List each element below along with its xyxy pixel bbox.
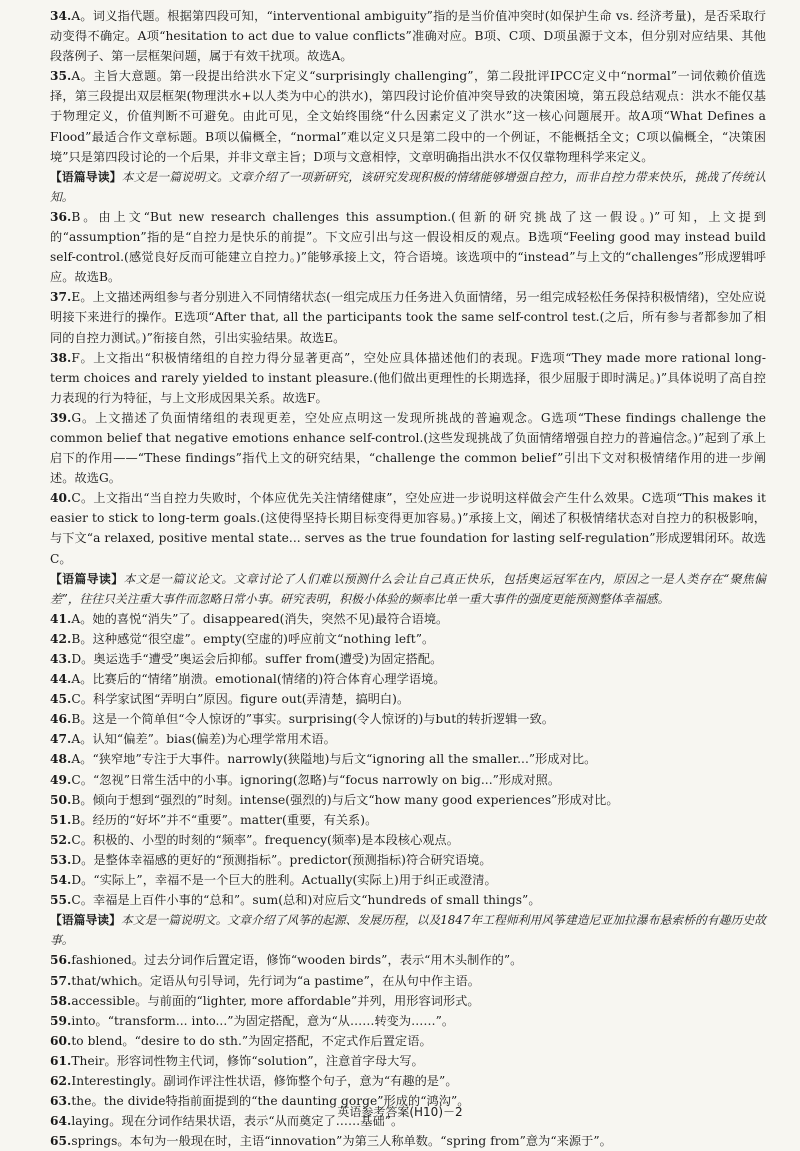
answer-number: 59. <box>50 1013 72 1028</box>
answer-explanation: A。词义指代题。根据第四段可知，“interventional ambiguity”指的是当价值冲突时(如保护生命 vs. 经济考量)，是否采取行动变得不确定。A项“hesitation to act due to value conflicts”准确对应。B项、C项、D项虽源于文本，但分别对应结果、其他段落例子、第一层框架问题，属于有效干扰项。故选A。 <box>50 9 766 64</box>
answer-number: 65. <box>50 1134 72 1149</box>
answer-explanation: B。这种感觉“很空虚”。empty(空虚的)呼应前文“nothing left”。 <box>71 631 435 646</box>
answer-item <box>50 66 766 166</box>
answer-explanation: that/which。定语从句引导词，先行词为“a pastime”，在从句中作主语。 <box>71 973 480 988</box>
answer-item <box>50 6 766 66</box>
answer-number: 50. <box>50 792 72 807</box>
answer-item <box>50 1031 766 1051</box>
answer-item <box>50 689 766 709</box>
answer-number: 51. <box>50 812 72 827</box>
answer-explanation: laying。现在分词作结果状语，表示“从而奠定了……基础”。 <box>71 1114 404 1129</box>
answer-explanation: C。上文指出“当自控力失败时，个体应优先关注情绪健康”，空处应进一步说明这样做会产生什么效果。C选项“This makes it easier to stick to long-term goals.(这使得坚持长期目标变得更加容易。)”承接上文，阐述了积极情绪状态对自控力的积极影响，与下文“a relaxed, positive mental state... serves as the true foundation for lasting self-regulation”形成逻辑闭环。故选C。 <box>50 491 766 566</box>
answer-item <box>50 408 766 488</box>
guide-text: 本文是一篇说明文。文章介绍了一项新研究，该研究发现积极的情绪能够增强自控力，而非自控力带来快乐，挑战了传统认知。 <box>50 169 766 204</box>
section-seven-choose-five <box>50 207 766 569</box>
answer-number: 62. <box>50 1073 72 1088</box>
answer-number: 47. <box>50 732 72 747</box>
answer-explanation: Interestingly。副词作评注性状语，修饰整个句子，意为“有趣的是”。 <box>71 1073 458 1088</box>
answer-item <box>50 488 766 568</box>
answer-number: 40. <box>50 491 72 506</box>
answer-explanation: to blend。“desire to do sth.”为固定搭配，不定式作后置定语。 <box>71 1033 432 1048</box>
guide-text: 本文是一篇说明文。文章介绍了风筝的起源、发展历程，以及1847年工程师利用风筝建造尼亚加拉瀑布悬索桥的有趣历史故事。 <box>50 913 766 948</box>
answer-item <box>50 991 766 1011</box>
answer-explanation: B。倾向于想到“强烈的”时刻。intense(强烈的)与后文“how many good experiences”形成对比。 <box>71 792 619 807</box>
answer-explanation: A。比赛后的“情绪”崩溃。emotional(情绪的)符合体育心理学语境。 <box>71 672 446 687</box>
answer-item <box>50 810 766 830</box>
answer-number: 56. <box>50 953 72 968</box>
answer-number: 37. <box>50 290 72 305</box>
answer-explanation: B。这是一个简单但“令人惊讶的”事实。surprising(令人惊讶的)与but的转折逻辑一致。 <box>71 712 555 727</box>
answer-explanation: D。是整体幸福感的更好的“预测指标”。predictor(预测指标)符合研究语境。 <box>71 852 492 867</box>
answer-item <box>50 709 766 729</box>
answer-number: 38. <box>50 350 72 365</box>
answer-explanation: C。科学家试图“弄明白”原因。figure out(弄清楚，搞明白)。 <box>71 692 410 707</box>
answer-number: 54. <box>50 873 72 888</box>
answer-number: 45. <box>50 692 72 707</box>
answer-number: 34. <box>50 9 72 23</box>
answer-number: 43. <box>50 652 72 666</box>
answer-number: 44. <box>50 672 72 687</box>
answer-number: 36. <box>50 209 72 224</box>
answer-explanation: G。上文描述了负面情绪组的表现更差，空处应点明这一发现所挑战的普遍观念。G选项“These findings challenge the common belief that negative emotions enhance self-control.(这些发现挑战了负面情绪增强自控力的普遍信念。)”起到了承上启下的作用——“These findings”指代上文的研究结果，“challenge the common belief”引出下文对积极情绪作用的进一步阐述。故选G。 <box>50 410 766 486</box>
answer-number: 42. <box>50 631 72 646</box>
passage-guide-1 <box>50 167 766 207</box>
answer-item <box>50 890 766 910</box>
answer-number: 61. <box>50 1053 72 1068</box>
answer-item <box>50 830 766 850</box>
answer-number: 57. <box>50 973 72 988</box>
answer-explanation: fashioned。过去分词作后置定语，修饰“wooden birds”，表示“用木头制作的”。 <box>71 953 523 968</box>
answer-explanation: D。奥运选手“遭受”奥运会后抑郁。suffer from(遭受)为固定搭配。 <box>71 652 443 666</box>
answer-item <box>50 1051 766 1071</box>
answer-explanation: E。上文描述两组参与者分别进入不同情绪状态(一组完成压力任务进入负面情绪，另一组完成轻松任务保持积极情绪)，空处应说明接下来进行的操作。E选项“After that, all the participants took the same self-control test.(之后，所有参与者都参加了相同的自控力测试。)”衔接自然，引出实验结果。故选E。 <box>50 290 766 345</box>
answer-number: 53. <box>50 852 72 867</box>
answer-item <box>50 850 766 870</box>
answer-item <box>50 790 766 810</box>
answer-item <box>50 1071 766 1091</box>
answer-number: 41. <box>50 611 72 626</box>
answer-number: 60. <box>50 1033 72 1048</box>
answer-explanation: Their。形容词性物主代词，修饰“solution”，注意首字母大写。 <box>71 1053 424 1068</box>
answer-item <box>50 348 766 408</box>
answer-explanation: the。the divide特指前面提到的“the daunting gorge”形成的“鸿沟”。 <box>71 1094 470 1109</box>
section-cloze <box>50 609 766 910</box>
answer-explanation: D。“实际上”，幸福不是一个巨大的胜利。Actually(实际上)用于纠正或澄清。 <box>71 873 497 888</box>
answer-explanation: A。“狭窄地”专注于大事件。narrowly(狭隘地)与后文“ignoring all the smaller...”形成对比。 <box>71 752 597 767</box>
answer-explanation: C。幸福是上百件小事的“总和”。sum(总和)对应后文“hundreds of small things”。 <box>71 893 541 908</box>
page-footer: 英语参考答案(H10)－2 <box>337 1105 463 1119</box>
answer-number: 39. <box>50 410 72 425</box>
passage-guide-2 <box>50 569 766 609</box>
passage-guide-3 <box>50 910 766 950</box>
answer-number: 64. <box>50 1114 72 1129</box>
answer-explanation: C。积极的、小型的时刻的“频率”。frequency(频率)是本段核心观点。 <box>71 832 460 847</box>
answer-explanation: into。“transform... into...”为固定搭配，意为“从……转变为……”。 <box>71 1013 455 1028</box>
guide-tag: 【语篇导读】 <box>50 169 122 184</box>
answer-item <box>50 669 766 689</box>
answer-item <box>50 609 766 629</box>
answer-explanation: B。经历的“好坏”并不“重要”。matter(重要，有关系)。 <box>71 812 378 827</box>
answer-explanation: accessible。与前面的“lighter, more affordable”并列，用形容词形式。 <box>71 993 480 1008</box>
answer-item <box>50 207 766 287</box>
answer-number: 48. <box>50 752 72 767</box>
answer-item <box>50 629 766 649</box>
answer-explanation: A。她的喜悦“消失”了。disappeared(消失，突然不见)最符合语境。 <box>71 611 449 626</box>
answer-number: 63. <box>50 1094 72 1109</box>
answer-number: 58. <box>50 993 72 1008</box>
answer-number: 55. <box>50 893 72 908</box>
answer-number: 49. <box>50 772 72 787</box>
answer-explanation: B。由上文“But new research challenges this assumption.(但新的研究挑战了这一假设。)”可知，上文提到的“assumption”指的是“自控力是快乐的前提”。下文应引出与这一假设相反的观点。B选项“Feeling good may instead build self-control.(感觉良好反而可能建立自控力。)”能够承接上文，符合语境。该选项中的“instead”与上文的“challenges”形成逻辑呼应。故选B。 <box>50 209 766 285</box>
answer-item <box>50 1011 766 1031</box>
answer-item <box>50 1131 766 1151</box>
answer-explanation: A。认知“偏差”。bias(偏差)为心理学常用术语。 <box>71 732 336 747</box>
guide-tag: 【语篇导读】 <box>50 913 121 928</box>
section-grammar-fill <box>50 950 766 1151</box>
answer-explanation: springs。本句为一般现在时，主语“innovation”为第三人称单数。“spring from”意为“来源于”。 <box>71 1134 612 1149</box>
answer-item <box>50 950 766 970</box>
guide-tag: 【语篇导读】 <box>50 571 124 586</box>
answer-item <box>50 729 766 749</box>
answer-explanation: A。主旨大意题。第一段提出给洪水下定义“surprisingly challenging”，第二段批评IPCC定义中“normal”一词依赖价值选择，第三段提出双层框架(物理洪水+以人类为中心的洪水)，第四段讨论价值冲突导致的决策困境，第五段总结观点：洪水不能仅基于物理定义，价值判断不可避免。由此可见，全文始终围绕“什么因素定义了洪水”这一核心问题展开。故A项“What Defines a Flood”最适合作文章标题。B项以偏概全，“normal”难以定义只是第二段中的一个例证，不能概括全文；C项以偏概全，“决策困境”只是第四段讨论的一个后果，并非文章主旨；D项与文意相悖，文章明确指出洪水不仅仅靠物理科学来定义。 <box>50 69 766 164</box>
answer-item <box>50 971 766 991</box>
answer-number: 35. <box>50 69 72 84</box>
answer-item <box>50 870 766 890</box>
answer-item <box>50 770 766 790</box>
answer-item <box>50 287 766 347</box>
section-reading-comprehension <box>50 6 766 167</box>
answer-item <box>50 649 766 669</box>
answer-number: 46. <box>50 712 72 727</box>
answer-number: 52. <box>50 832 72 847</box>
answer-item <box>50 749 766 769</box>
answer-explanation: F。上文指出“积极情绪组的自控力得分显著更高”，空处应具体描述他们的表现。F选项“They made more rational long-term choices and rarely yielded to instant pleasure.(他们做出更理性的长期选择，很少屈服于即时满足。)”具体说明了高自控力表现的行为特征，与上文形成因果关系。故选F。 <box>50 350 766 405</box>
answer-explanation: C。“忽视”日常生活中的小事。ignoring(忽略)与“focus narrowly on big...”形成对照。 <box>71 772 561 787</box>
guide-text: 本文是一篇议论文。文章讨论了人们难以预测什么会让自己真正快乐，包括奥运冠军在内，原因之一是人类存在“聚焦偏差”，往往只关注重大事件而忽略日常小事。研究表明，积极小体验的频率比单一重大事件的强度更能预测整体幸福感。 <box>50 571 766 606</box>
